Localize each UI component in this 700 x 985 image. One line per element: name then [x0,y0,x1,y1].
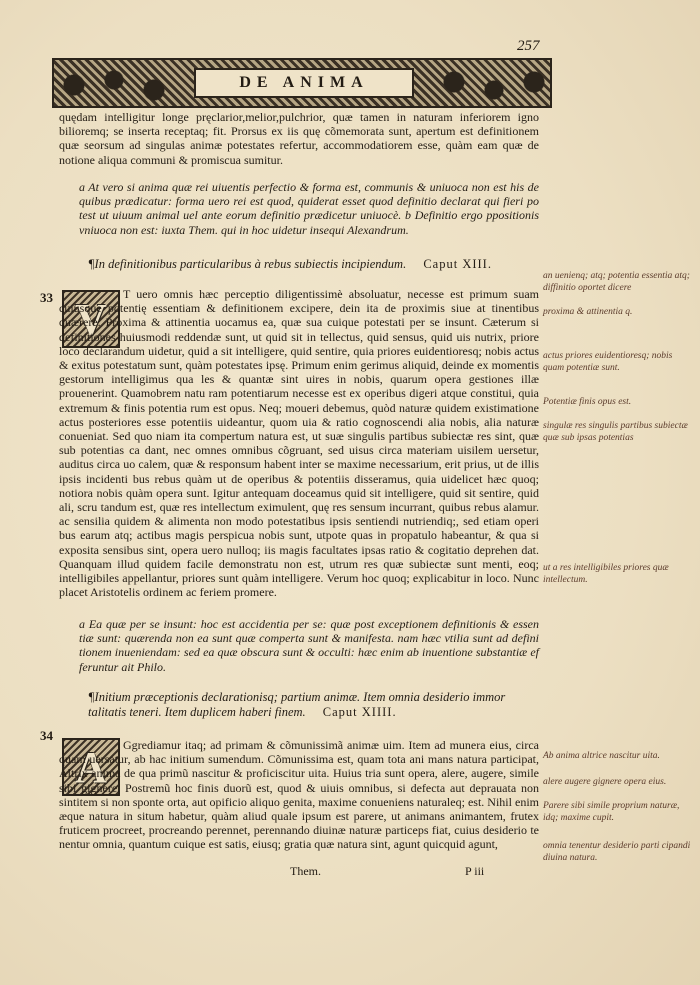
marginal-note: alere augere gignere opera eius. [543,777,667,787]
marginal-note: an uenienq; atq; potentia essentia atq; diffinitio oportet dicere [543,271,690,293]
chapter-14-body: Ggrediamur itaq; ad primam & cõmunissimã animæ uim. Item ad munera eius, circa quam uersatur, ab hac initium sumendum. Cõmunissima est, quam tota ani mans natura participat, Altrix anima de qua primũ nascitur & proficiscitur uita. Huius tria sunt opera, alere, augere, simile sibi gignere. Postremũ hoc finis duorũ est, quod & uiuis omnibus, si defecta aut deprauata non sintitem si non sponte orta, aut opificio aliquo genita, maxime conueniens naturaleq; est. Nihil enim æque natura in situm habetur, quàm aliud quale ipsum est parere, ut animans animantem, frutex fruticem procreet, procreando perennet, perennando diuinæ naturæ particeps fiat, cuius desiderio te nentur omnia, quantum cuique est satis, eiusq; gratia quæ natura sint, agunt quicquid agunt, [59,738,539,852]
marginal-note: actus priores euidentioresq; nobis quam potentiæ sunt. [543,351,673,373]
marginal-note: singulæ res singulis partibus subiectæ quæ sub ipsas potentias [543,421,688,443]
margin-number: 33 [40,290,53,305]
marginal-note: Potentiæ finis opus est. [543,397,632,407]
marginal-note: Parere sibi simile proprium naturæ, idq; maxime cupit. [543,801,680,823]
margin-number: 34 [40,728,53,743]
page-number: 257 [517,38,540,54]
chapter-number: Caput XIII. [423,257,492,271]
marginal-note: ut a res intelligibiles priores quæ intellectum. [543,563,669,585]
signature-mark: P iii [465,864,485,878]
decorated-initial: V [62,290,120,348]
chapter-heading-13: ¶In definitionibus particularibus à rebus subiectis incipiendum. Caput XIII. [88,257,492,271]
intro-paragraph: quędam intelligitur longe pręclarior,melior,pulchrior, quæ tamen in naturam inferiorem igno bilioremq; se inserta receptaq; fit. Prorsus ex iis quę cõmemorata sunt, apertum est definitionem quæ seorsum ad singulas animæ potestates refertur, accommodatiorem esse, quàm eam quæ de notione aliqua communi & promiscua sumitur. [59,110,539,167]
catchword: Them. [290,864,321,878]
running-title: DE ANIMA [194,68,414,98]
commentary-paragraph: a At vero si anima quæ rei uiuentis perfectio & forma est, communis & uniuoca non est his de quibus prædicatur: forma uero rei est quod, quiderat esset quod definitio declarat qui fieri po test ut uiuum animal uel ante eorum definitio prædicetur uniuocè. b Definitio ergo ppositionis vniuoca non est: iuxta Them. qui in hoc uidetur insequi Alexandrum. [79,180,539,237]
chapter-number: Caput XIIII. [322,705,397,719]
decorative-header-banner [52,58,552,108]
chapter-13-body: T uero omnis hæc perceptio diligentissimè absoluatur, necesse est primum suam cuiusque potentię essentiam & definitionem excipere, dein ita de proximis siue at tinentibus quærere. Proxima & attinentia uocamus ea, quæ sua cuique potestati per se insunt. Cæterum si definitiones huiusmodi reddendæ sunt, ut quid sit in tellectus, quid sensus, quid uis nutrix, priore loco declarandum uidetur, quid a sit intelligere, quid sentire, quia priores euidentioresq; nobis actus & exitus potestatum sunt, quàm potestates ipsę. Primum enim gerimus aliquid, deinde ex momentis gestorum intelligimus qua les & quantæ sint uires in nobis, quarum opera gestiones illæ prouenerint. Quamobrem natu ram potentiarum necesse est ex operibus digeri atque constitui, quia extremum & finis potentia rum est opus. Neq; moueri debemus, quòd naturæ quidem existimatione actus posteriores esse potentiis uideantur, quom uia & ratio cognoscendi alia nobis, alia naturæ conueniat. Sed quo niam ita compertum natura est, ut suæ singulis partibus subiectæ res sint, quæ sub potentias ca dant, nec omnes omnibus cõgruant, sed uisus circa materiam uisilem uersetur, auditus circa uo calem, quæ & responsum habent inter se maxime necessarium, erit prius, ut de illis ipsis incidenti bus rebus quàm ut de operibus & potentiis disseramus, quia uidelicet hæc quoq; notiora nobis quàm opera sunt. Igitur antequam doceamus quid sit intelligere, quid sit sentire, quid ali, scru tandum est, quæ res intellectum eximulent, quę res sensum incurrant, quibus rebus alamur. ac sensilia quidem & alimenta non modo potestatibus ipsis sentiendi nutriendiq;, sed etiam operi bus earum atq; actibus magis perspicua nobis sunt, utpote quas in propatulo habeantur, & qua si exposita sensibus sint, opera uero nulloq; iis magis facultates ipsas ratio & cogitatio deprehen dat. Quanquam illud quidem facile demonstratu non est, utrum res quæ subiectæ sunt menti, eoq; intelligibiles appellantur, priores sunt quàm intelligere. Verum hoc quoq; explicabitur in loco. Nunc placet Aristotelis ordinem ac feriem promere. [59,287,539,600]
marginal-note: Ab anima altrice nascitur uita. [543,751,660,761]
chapter-heading-14: ¶Initium præceptionis declarationisq; partium animæ. Item omnia desiderio immor talitatis teneri. Item duplicem haberi finem. Caput XIIII. [88,690,506,719]
marginal-note: proxima & attinentia q. [543,307,633,317]
decorated-initial: A [62,738,120,796]
commentary-paragraph-2: a Ea quæ per se insunt: hoc est accidentia per se: quæ post exceptionem definitionis & essen tiæ sunt: quærenda non ea sunt quæ comperta sunt & manifesta. nam hæc vtilia sunt ad defini tionem inueniendam: sed ea quæ obscura sunt & occulti: hæc enim ab inuentione substantiæ ef feruntur ait Philo. [79,617,539,674]
marginal-note: omnia tenentur desiderio parti cipandi diuina natura. [543,841,691,863]
